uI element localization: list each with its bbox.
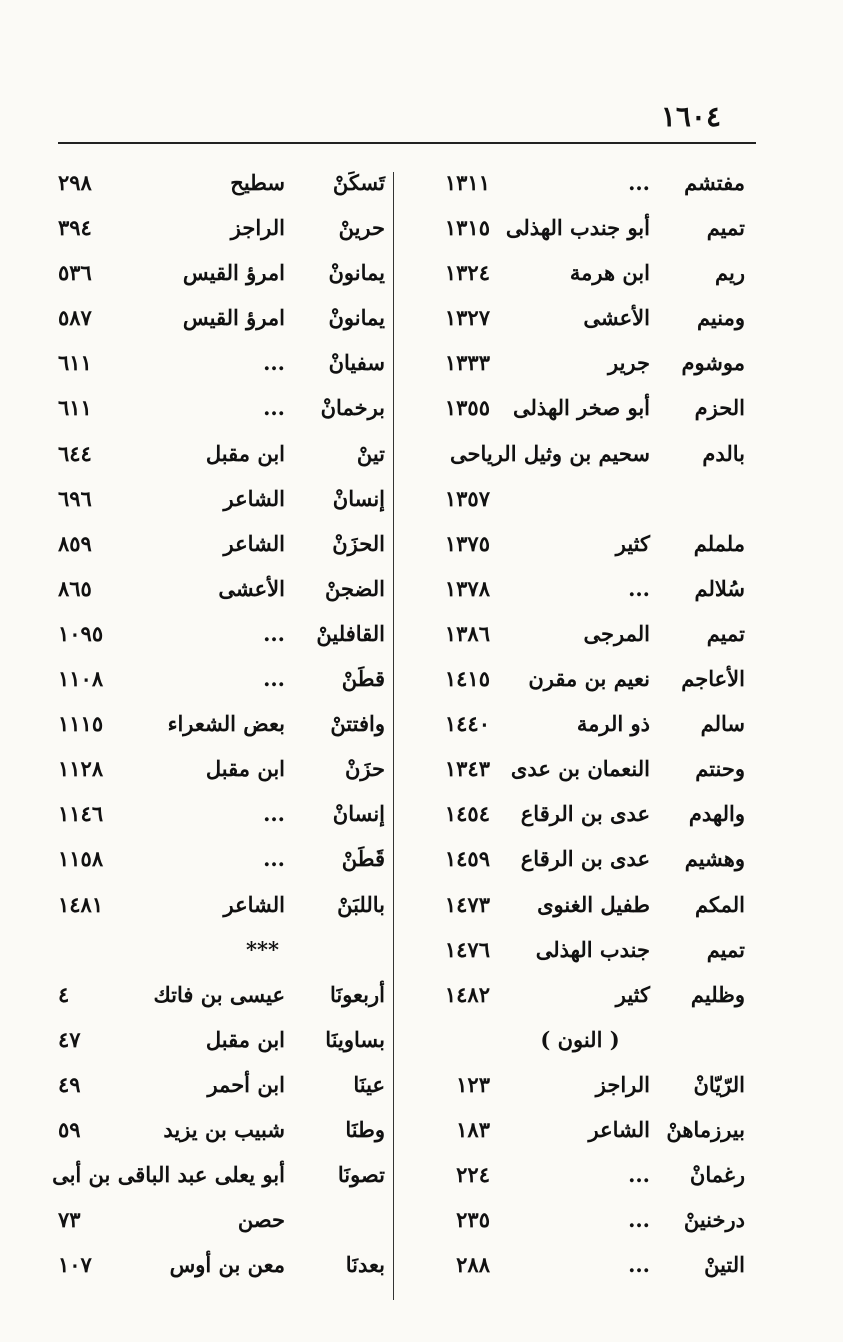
poet-name: شبيب بن يزيد [163, 1116, 285, 1142]
rhyme-word: تميم [706, 936, 745, 962]
right-entry [405, 927, 755, 972]
rhyme-word: تميم [706, 215, 745, 241]
rhyme-word: درخنينْ [683, 1207, 745, 1233]
poet-name: امرؤ القيس [182, 260, 285, 286]
right-entry [405, 746, 755, 791]
poet-name: ... [628, 1252, 650, 1278]
poet-name: ... [263, 801, 285, 827]
poet-name: عدى بن الرقاع [520, 801, 650, 827]
left-entry [50, 160, 385, 205]
page-ref: ٤ [58, 981, 70, 1007]
poet-name: النعمان بن عدى [510, 756, 650, 782]
left-entry [50, 656, 385, 701]
page-ref: ٥٩ [58, 1116, 81, 1142]
left-na-entry [50, 1062, 385, 1107]
rhyme-word: حرينْ [338, 215, 385, 241]
poet-name: أبو يعلى عبد الباقى بن أبى [52, 1162, 285, 1188]
right-noon-entry [405, 1152, 755, 1197]
poet-name: ابن مقبل [205, 756, 285, 782]
page-ref: ٥٨٧ [58, 305, 92, 331]
left-entry [50, 701, 385, 746]
poet-name: الشاعر [223, 891, 285, 917]
right-noon-entry [405, 1062, 755, 1107]
left-entry [50, 882, 385, 927]
poet-name: سطيح [230, 170, 285, 195]
page-ref: ١٤٥٩ [444, 846, 490, 872]
left-na-entry [50, 1017, 385, 1062]
rhyme-word: ريم [715, 260, 745, 286]
page-ref: ١١٤٦ [58, 801, 104, 827]
page-ref: ١٣٧٥ [444, 530, 490, 556]
rhyme-word: الضجنْ [325, 575, 385, 601]
page-ref: ٤٧ [58, 1026, 81, 1052]
page-ref: ١١٢٨ [58, 756, 104, 782]
rhyme-word: المكم [695, 891, 745, 917]
rhyme-word: وهشيم [684, 846, 745, 872]
rhyme-word: مفتشم [684, 170, 745, 195]
left-entry [50, 340, 385, 385]
column-divider [393, 172, 394, 1300]
poet-name: ... [263, 350, 285, 376]
page-ref: ١٢٣ [456, 1071, 490, 1097]
page-ref: ١٣٥٧ [444, 485, 490, 511]
poet-name: أبو جندب الهذلى [505, 215, 650, 241]
right-noon-entry [405, 1242, 755, 1287]
page-ref: ٦١١ [58, 350, 92, 376]
left-entry [50, 476, 385, 521]
page-ref: ١٣٢٧ [444, 305, 490, 331]
page-ref: ٢٢٤ [456, 1162, 490, 1188]
left-entry [50, 385, 385, 430]
rhyme-word: الحزم [694, 395, 745, 421]
separator-stars: *** [246, 936, 279, 962]
page-ref: ٣٩٤ [58, 215, 92, 241]
rhyme-word: والهدم [688, 801, 745, 827]
page-number: ١٦٠٤ [660, 100, 721, 133]
poet-name: الأعشى [583, 305, 650, 331]
page-ref: ١١٠٨ [58, 666, 104, 692]
section-heading: ( النون ) [540, 1026, 620, 1052]
poet-name: عيسى بن فاتك [153, 981, 285, 1007]
page-ref: ١١١٥ [58, 711, 104, 737]
poet-name: جندب الهذلى [535, 936, 650, 962]
left-column [50, 160, 385, 1287]
rhyme-word: بساوينَا [325, 1026, 385, 1052]
left-entry [50, 250, 385, 295]
page-ref: ١٤٧٦ [444, 936, 490, 962]
rhyme-word: الأعاجم [681, 666, 745, 692]
poet-name: المرجى [583, 620, 650, 646]
right-column [405, 160, 755, 1287]
rhyme-word: التينْ [704, 1252, 745, 1278]
page-ref: ١٣٧٨ [444, 575, 490, 601]
page-ref: ١٣٢٤ [444, 260, 490, 286]
left-entry [50, 566, 385, 611]
poet-name: حصن [237, 1207, 285, 1233]
page-ref: ١٣١١ [444, 170, 490, 195]
poet-name: ... [628, 1162, 650, 1188]
poet-name: بعض الشعراء [167, 711, 285, 737]
right-entry [405, 611, 755, 656]
right-entry [405, 701, 755, 746]
right-entry [405, 250, 755, 295]
rhyme-word: الرّيّانْ [693, 1071, 745, 1097]
rhyme-word: رغمانْ [689, 1162, 745, 1188]
rhyme-word: الحزَنْ [332, 530, 385, 556]
page-ref: ٨٦٥ [58, 575, 92, 601]
left-entry [50, 836, 385, 881]
page-ref: ١٠٩٥ [58, 620, 104, 646]
page-ref: ١٠٧ [58, 1252, 92, 1278]
left-entry [50, 611, 385, 656]
page-ref: ١٤٥٤ [444, 801, 490, 827]
page-ref: ١٣٥٥ [444, 395, 490, 421]
rhyme-word: موشوم [681, 350, 745, 376]
rhyme-word: تصونَا [337, 1162, 385, 1188]
right-entry [405, 476, 755, 521]
right-entry [405, 972, 755, 1017]
right-entry [405, 205, 755, 250]
page-ref: ٦٩٦ [58, 485, 92, 511]
rhyme-word: وظليم [690, 981, 745, 1007]
poet-name: عدى بن الرقاع [520, 846, 650, 872]
poet-name: الأعشى [218, 575, 285, 601]
poet-name: أبو صخر الهذلى [513, 395, 650, 421]
poet-name: ابن مقبل [205, 440, 285, 466]
right-noon-entry [405, 1197, 755, 1242]
right-noon-entry [405, 1107, 755, 1152]
poet-name: ذو الرمة [576, 711, 650, 737]
rhyme-word: بيرزماهنْ [666, 1116, 745, 1142]
right-entry [405, 836, 755, 881]
page-ref: ٢٩٨ [58, 170, 92, 195]
poet-name: ... [263, 846, 285, 872]
section-heading-row [405, 1017, 755, 1062]
poet-name: ... [263, 395, 285, 421]
page-ref: ٧٣ [58, 1207, 81, 1233]
rhyme-word: حزَنْ [345, 756, 385, 782]
poet-name: الراجز [595, 1071, 650, 1097]
poet-name: نعيم بن مقرن [528, 666, 650, 692]
left-entry [50, 791, 385, 836]
right-entry [405, 160, 755, 205]
left-entry [50, 205, 385, 250]
left-entry [50, 521, 385, 566]
rhyme-word: وطنَا [345, 1116, 385, 1142]
rhyme-word: ومنيم [696, 305, 745, 331]
rhyme-word: إنسانْ [332, 485, 385, 511]
rhyme-word: وافتتنْ [330, 711, 385, 737]
rhyme-word: يمانونْ [328, 260, 385, 286]
poet-name: امرؤ القيس [182, 305, 285, 331]
page-ref: ١٣٣٣ [444, 350, 490, 376]
poet-name: طفيل الغنوى [537, 891, 650, 917]
rhyme-word: وحنتم [695, 756, 745, 782]
right-entry [405, 882, 755, 927]
rhyme-word: أربعونَا [329, 981, 385, 1007]
poet-name: جرير [608, 350, 650, 376]
poet-name: ... [628, 1207, 650, 1233]
page-ref: ١٤٨١ [58, 891, 104, 917]
rhyme-word: تميم [706, 620, 745, 646]
poet-name: كثير [615, 530, 650, 556]
left-na-entry [50, 1152, 385, 1197]
header-rule [58, 142, 756, 144]
right-entry [405, 385, 755, 430]
rhyme-word: سفيانْ [328, 350, 385, 376]
poet-name: ابن هرمة [569, 260, 650, 286]
rhyme-word: تَسكَنْ [332, 170, 385, 195]
rhyme-word: إنسانْ [332, 801, 385, 827]
rhyme-word: سالم [700, 711, 745, 737]
poet-name: ... [263, 666, 285, 692]
page-ref: ٤٩ [58, 1071, 81, 1097]
page-ref: ١٣٨٦ [444, 620, 490, 646]
right-entry [405, 566, 755, 611]
page-ref: ٥٣٦ [58, 260, 92, 286]
rhyme-word: بالدم [702, 440, 745, 466]
rhyme-word: قَطَنْ [341, 846, 385, 872]
left-entry [50, 746, 385, 791]
poet-name: معن بن أوس [169, 1252, 285, 1278]
rhyme-word: بعدنَا [345, 1252, 385, 1278]
right-entry [405, 295, 755, 340]
poet-name: ابن مقبل [205, 1026, 285, 1052]
page-ref: ١٣٤٣ [444, 756, 490, 782]
page-ref: ١١٥٨ [58, 846, 104, 872]
poet-name: الراجز [230, 215, 285, 241]
rhyme-word: ململم [693, 530, 745, 556]
rhyme-word: برخمانْ [320, 395, 385, 421]
left-na-entry [50, 1197, 385, 1242]
page-ref: ٢٨٨ [456, 1252, 490, 1278]
poet-name: الشاعر [223, 485, 285, 511]
poet-name: كثير [615, 981, 650, 1007]
left-na-entry [50, 1242, 385, 1287]
page-ref: ٦١١ [58, 395, 92, 421]
poet-name: ... [628, 575, 650, 601]
page-ref: ٨٥٩ [58, 530, 92, 556]
left-na-entry [50, 1107, 385, 1152]
rhyme-word: القافلينْ [316, 620, 385, 646]
page-ref: ١٣١٥ [444, 215, 490, 241]
separator-row [50, 927, 385, 972]
page-ref: ٦٤٤ [58, 440, 92, 466]
left-na-entry [50, 972, 385, 1017]
page-ref: ١٤١٥ [444, 666, 490, 692]
rhyme-word: عينَا [353, 1071, 385, 1097]
page-ref: ١٤٨٢ [444, 981, 490, 1007]
page-ref: ١٤٧٣ [444, 891, 490, 917]
page-ref: ١٨٣ [456, 1116, 490, 1142]
right-entry [405, 431, 755, 476]
right-entry [405, 656, 755, 701]
page-ref: ١٤٤٠ [444, 711, 490, 737]
rhyme-word: باللبَنْ [337, 891, 385, 917]
poet-name: الشاعر [223, 530, 285, 556]
page-ref: ٢٣٥ [456, 1207, 490, 1233]
rhyme-word: قطَنْ [341, 666, 385, 692]
poet-name: ... [628, 170, 650, 195]
poet-name: ابن أحمر [207, 1071, 285, 1097]
rhyme-word: تينْ [356, 440, 385, 466]
poet-name: ... [263, 620, 285, 646]
poet-name: الشاعر [588, 1116, 650, 1142]
left-entry [50, 295, 385, 340]
right-entry [405, 791, 755, 836]
poet-name: سحيم بن وثيل الرياحى [449, 440, 650, 466]
rhyme-word: سُلالم [694, 575, 745, 601]
rhyme-word: يمانونْ [328, 305, 385, 331]
left-entry [50, 431, 385, 476]
right-entry [405, 340, 755, 385]
right-entry [405, 521, 755, 566]
